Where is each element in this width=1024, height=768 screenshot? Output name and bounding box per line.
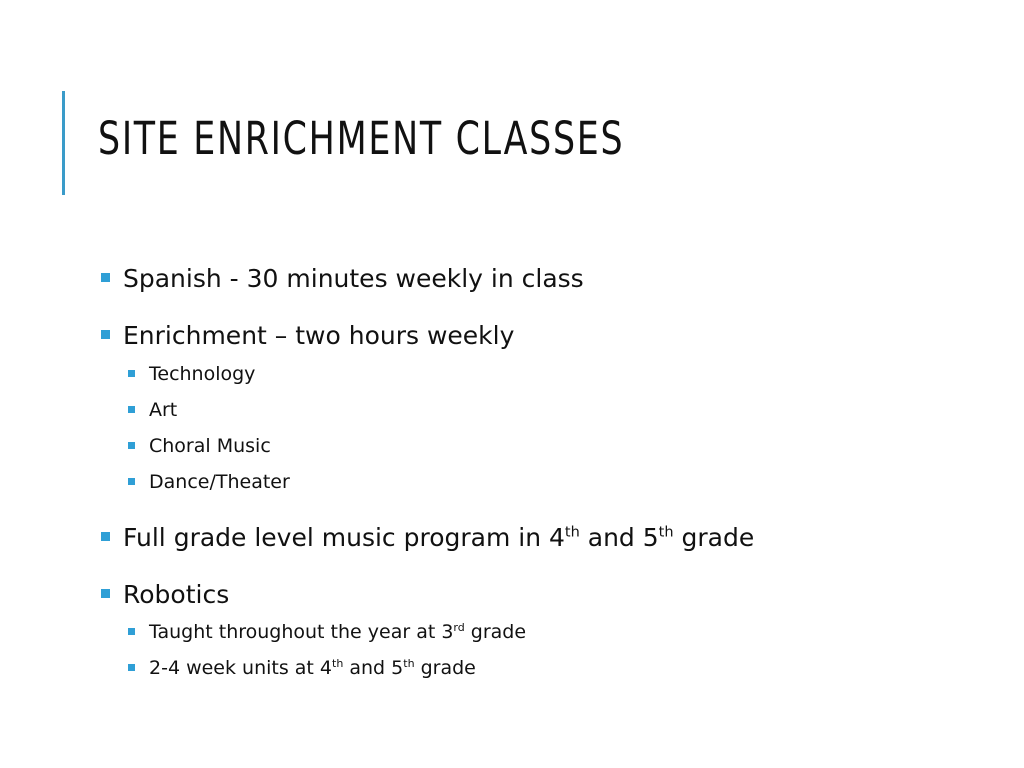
square-bullet-icon (101, 589, 110, 598)
bullet-spanish (123, 264, 584, 294)
bullet-music-program (123, 523, 754, 553)
square-bullet-icon (128, 406, 135, 413)
sub-bullet-technology (149, 362, 255, 386)
square-bullet-icon (101, 273, 110, 282)
sub-bullet-text: Choral Music (149, 435, 271, 457)
square-bullet-icon (128, 442, 135, 449)
sub-bullet-text: Technology (149, 363, 256, 385)
bullet-text: Full grade level music program in 4th and 5th grade (123, 523, 755, 552)
sub-bullet-robotics-4th-5th (149, 656, 476, 680)
sub-bullet-robotics-3rd (149, 620, 526, 644)
sub-bullet-art (149, 398, 177, 422)
bullet-text: Robotics (123, 580, 230, 609)
square-bullet-icon (128, 628, 135, 635)
square-bullet-icon (128, 664, 135, 671)
bullet-text: Spanish - 30 minutes weekly in class (123, 264, 584, 293)
sub-bullet-choral-music (149, 434, 271, 458)
slide-title: SITE ENRICHMENT CLASSES (98, 112, 625, 165)
bullet-enrichment (123, 321, 514, 351)
sub-bullet-text: Taught throughout the year at 3rd grade (149, 620, 527, 643)
square-bullet-icon (128, 478, 135, 485)
bullet-text: Enrichment – two hours weekly (123, 321, 515, 350)
title-accent-bar (62, 91, 65, 195)
sub-bullet-text: Art (149, 399, 178, 421)
square-bullet-icon (128, 370, 135, 377)
sub-bullet-text: Dance/Theater (149, 471, 290, 493)
square-bullet-icon (101, 330, 110, 339)
sub-bullet-dance-theater (149, 470, 290, 494)
sub-bullet-text: 2-4 week units at 4th and 5th grade (149, 656, 476, 679)
square-bullet-icon (101, 532, 110, 541)
bullet-robotics (123, 580, 229, 610)
